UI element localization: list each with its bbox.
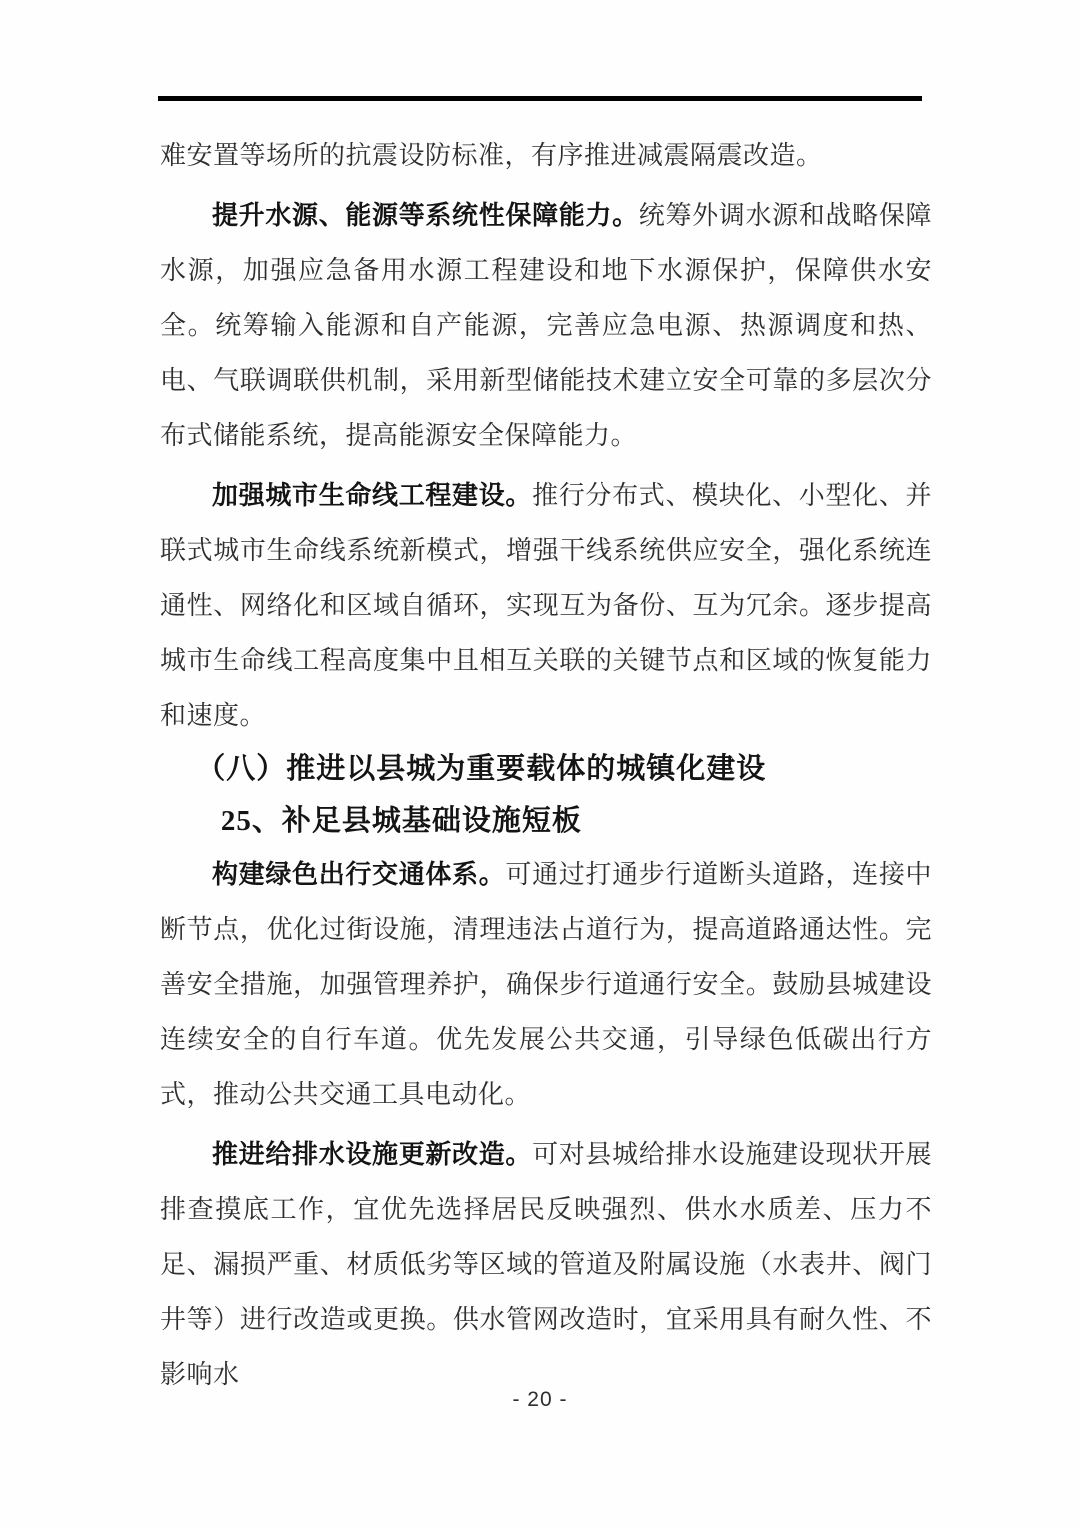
paragraph: 推进给排水设施更新改造。可对县城给排水设施建设现状开展排查摸底工作，宜优先选择居民反映强烈、供水水质差、压力不足、漏损严重、材质低劣等区域的管道及附属设施（水表井、阀门井等）进行改造或更换。供水管网改造时，宜采用具有耐久性、不影响水 <box>160 1140 932 1389</box>
paragraph: 构建绿色出行交通体系。可通过打通步行道断头道路，连接中断节点，优化过街设施，清理违法占道行为，提高道路通达性。完善安全措施，加强管理养护，确保步行道通行安全。鼓励县城建设连续安全的自行车道。优先发展公共交通，引导绿色低碳出行方式，推动公共交通工具电动化。 <box>160 860 932 1109</box>
paragraph-lead-bold: 构建绿色出行交通体系。 <box>212 860 506 889</box>
paragraph: 加强城市生命线工程建设。推行分布式、模块化、小型化、并联式城市生命线系统新模式，增强干线系统供应安全，强化系统连通性、网络化和区域自循环，实现互为备份、互为冗余。逐步提高城市生命线工程高度集中且相互关联的关键节点和区域的恢复能力和速度。 <box>160 481 932 730</box>
paragraph-lead-bold: 提升水源、能源等系统性保障能力。 <box>212 201 639 230</box>
paragraph-lead-bold: 推进给排水设施更新改造。 <box>212 1140 533 1169</box>
header-rule <box>158 96 922 101</box>
item-heading: 25、补足县城基础设施短板 <box>220 805 582 837</box>
section-heading: （八）推进以县城为重要载体的城镇化建设 <box>196 753 767 785</box>
document-body <box>160 128 932 1402</box>
paragraph-lead-bold: 加强城市生命线工程建设。 <box>212 481 533 510</box>
paragraph: 提升水源、能源等系统性保障能力。统筹外调水源和战略保障水源，加强应急备用水源工程建设和地下水源保护，保障供水安全。统筹输入能源和自产能源，完善应急电源、热源调度和热、电、气联调联供机制，采用新型储能技术建立安全可靠的多层次分布式储能系统，提高能源安全保障能力。 <box>160 201 932 450</box>
page-number: - 20 - <box>512 1388 568 1411</box>
paragraph: 难安置等场所的抗震设防标准，有序推进减震隔震改造。 <box>160 141 823 170</box>
